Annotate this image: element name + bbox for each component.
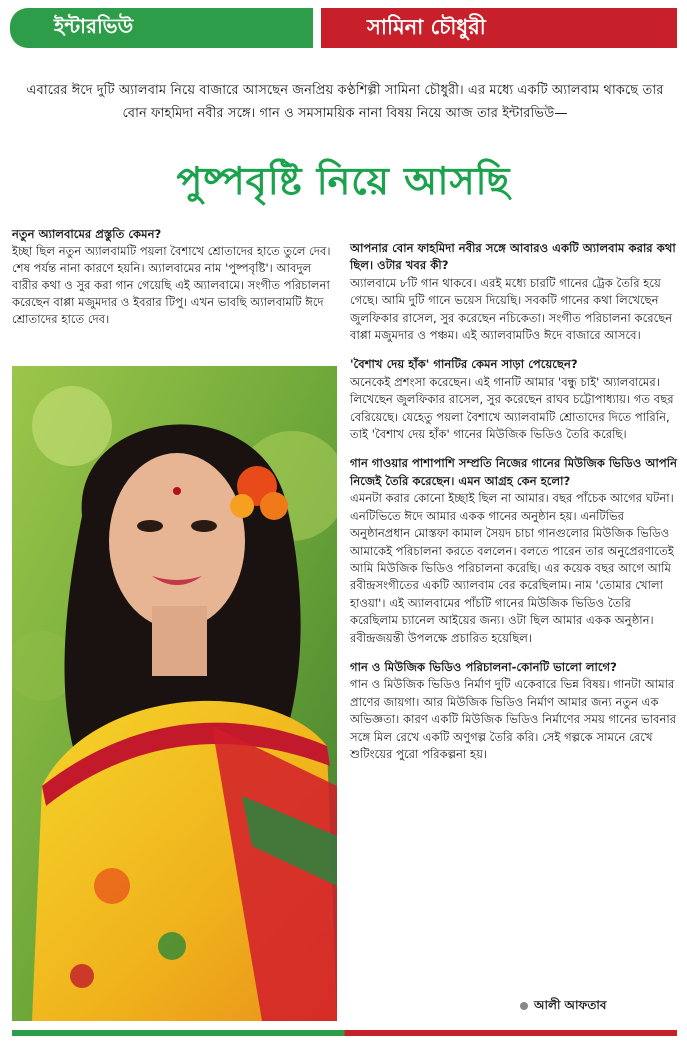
answer-1: ইচ্ছা ছিল নতুন অ্যালবামটি পয়লা বৈশাখে শ্রোতাদের হাতে তুলে দেব। শেষ পর্যন্ত নানা কারণে হয়নি। অ্যালবামের নাম 'পুষ্পবৃষ্টি'। আবদুল বারীর কথা ও সুর করা গান গেয়েছি এই অ্যালবামে। সংগীত পরিচালনা করেছেন বাপ্পা মজুমদার ও ইবরার টিপু। এখন ভাবছি অ্যালবামটি ঈদে শ্রোতাদের হাতে দেব।: [12, 244, 331, 326]
answer-3: অনেকেই প্রশংসা করেছেন। এই গানটি আমার 'বন্ধু চাই' অ্যালবামের। লিখেছেন জুলফিকার রাসেল, সুর করেছেন রাঘব চট্টোপাধ্যায়। গত বছর বেরিয়েছে। যেহেতু পয়লা বৈশাখে অ্যালবামটি শ্রোতাদের দিতে পারিনি, তাই 'বৈশাখ দেয় হাঁক' গানের মিউজিক ভিডিও তৈরি করেছি।: [350, 374, 674, 442]
intro-paragraph: এবারের ঈদে দুটি অ্যালবাম নিয়ে বাজারে আসছেন জনপ্রিয় কণ্ঠশিল্পী সামিনা চৌধুরী। এর মধ্যে একটি অ্যালবাম থাকছে তার বোন ফাহমিদা নবীর সঙ্গে। গান ও সমসাময়িক নানা বিষয় নিয়ে আজ তার ইন্টারভিউ—: [26, 83, 664, 122]
article-header: [10, 8, 677, 48]
question-3: 'বৈশাখ দেয় হাঁক' গানটির কেমন সাড়া পেয়েছেন?: [350, 357, 578, 372]
left-column: [12, 226, 337, 340]
article-headline: পুষ্পবৃষ্টি নিয়ে আসছি: [176, 159, 511, 203]
person-name: সামিনা চৌধুরী: [321, 8, 677, 48]
header-gap: [313, 8, 321, 48]
question-4: গান গাওয়ার পাশাপাশি সম্প্রতি নিজের গানের মিউজিক ভিডিও আপনি নিজেই তৈরি করেছেন। এমন আগ্রহ কেন হলো?: [350, 456, 678, 488]
portrait-illustration: [12, 366, 337, 1021]
question-1: নতুন অ্যালবামের প্রস্তুতি কেমন?: [12, 227, 162, 241]
byline-author: আলী আফতাব: [534, 998, 607, 1012]
right-column: [350, 240, 678, 775]
question-5: গান ও মিউজিক ভিডিও পরিচালনা-কোনটি ভালো লাগে?: [350, 659, 617, 674]
section-label: ইন্টারভিউ: [10, 8, 313, 48]
answer-5: গান ও মিউজিক ভিডিও নির্মাণ দুটি একেবারে ভিন্ন বিষয়। গানটা আমার প্রাণের জায়গা। আর মিউজিক ভিডিও নির্মাণ আমার জন্য নতুন এক অভিজ্ঞতা। কারণ একটি মিউজিক ভিডিও নির্মাণের সময় গানের ভাবনার সঙ্গে মিল রেখে একটি অণুগল্প তৈরি করি। সেই গল্পকে সামনে রেখে শুটিংয়ের পুরো পরিকল্পনা হয়।: [350, 677, 677, 761]
question-2: আপনার বোন ফাহমিদা নবীর সঙ্গে আবারও একটি অ্যালবাম করার কথা ছিল। ওটার খবর কী?: [350, 241, 676, 273]
answer-4: এমনটা করার কোনো ইচ্ছাই ছিল না আমার। বছর পাঁচেক আগের ঘটনা। এনটিভিতে ঈদে আমার একক গানের অনুষ্ঠান হয়। এনটিভির অনুষ্ঠানপ্রধান মোস্তফা কামাল সৈয়দ চাচা গানগুলোর মিউজিক ভিডিও আমাকেই পরিচালনা করতে বললেন। বলতে পারেন তার অনুপ্রেরণাতেই আমি মিউজিক ভিডিও পরিচালনা করেছি। এর কয়েক বছর আগে আমি রবীন্দ্রসংগীতের একটি অ্যালবাম বের করেছিলাম। নাম 'তোমার খোলা হাওয়া'। এই অ্যালবামের পাঁচটি গানের মিউজিক ভিডিও তৈরি করেছিলাম চ্যানেল আইয়ের জন্য। ওটা ছিল আমার একক অনুষ্ঠান। রবীন্দ্রজয়ন্তী উপলক্ষে প্রচারিত হয়েছিল।: [350, 491, 674, 645]
bullet-icon: [520, 1002, 528, 1010]
footer-bar: [12, 1030, 677, 1036]
portrait-photo: [12, 366, 337, 1021]
answer-2: অ্যালবামে ৮টি গান থাকবে। এরই মধ্যে চারটি গানের ট্রেক তৈরি হয়ে গেছে। আমি দুটি গানে ভয়েস দিয়েছি। সবকটি গানের কথা লিখেছেন জুলফিকার রাসেল, সুর করেছেন নচিকেতা। সংগীত পরিচালনা করেছেন বাপ্পা মজুমদার ও পঞ্চম। এই অ্যালবামটিও ঈদে বাজারে আসবে।: [350, 275, 673, 343]
byline: [520, 997, 606, 1017]
